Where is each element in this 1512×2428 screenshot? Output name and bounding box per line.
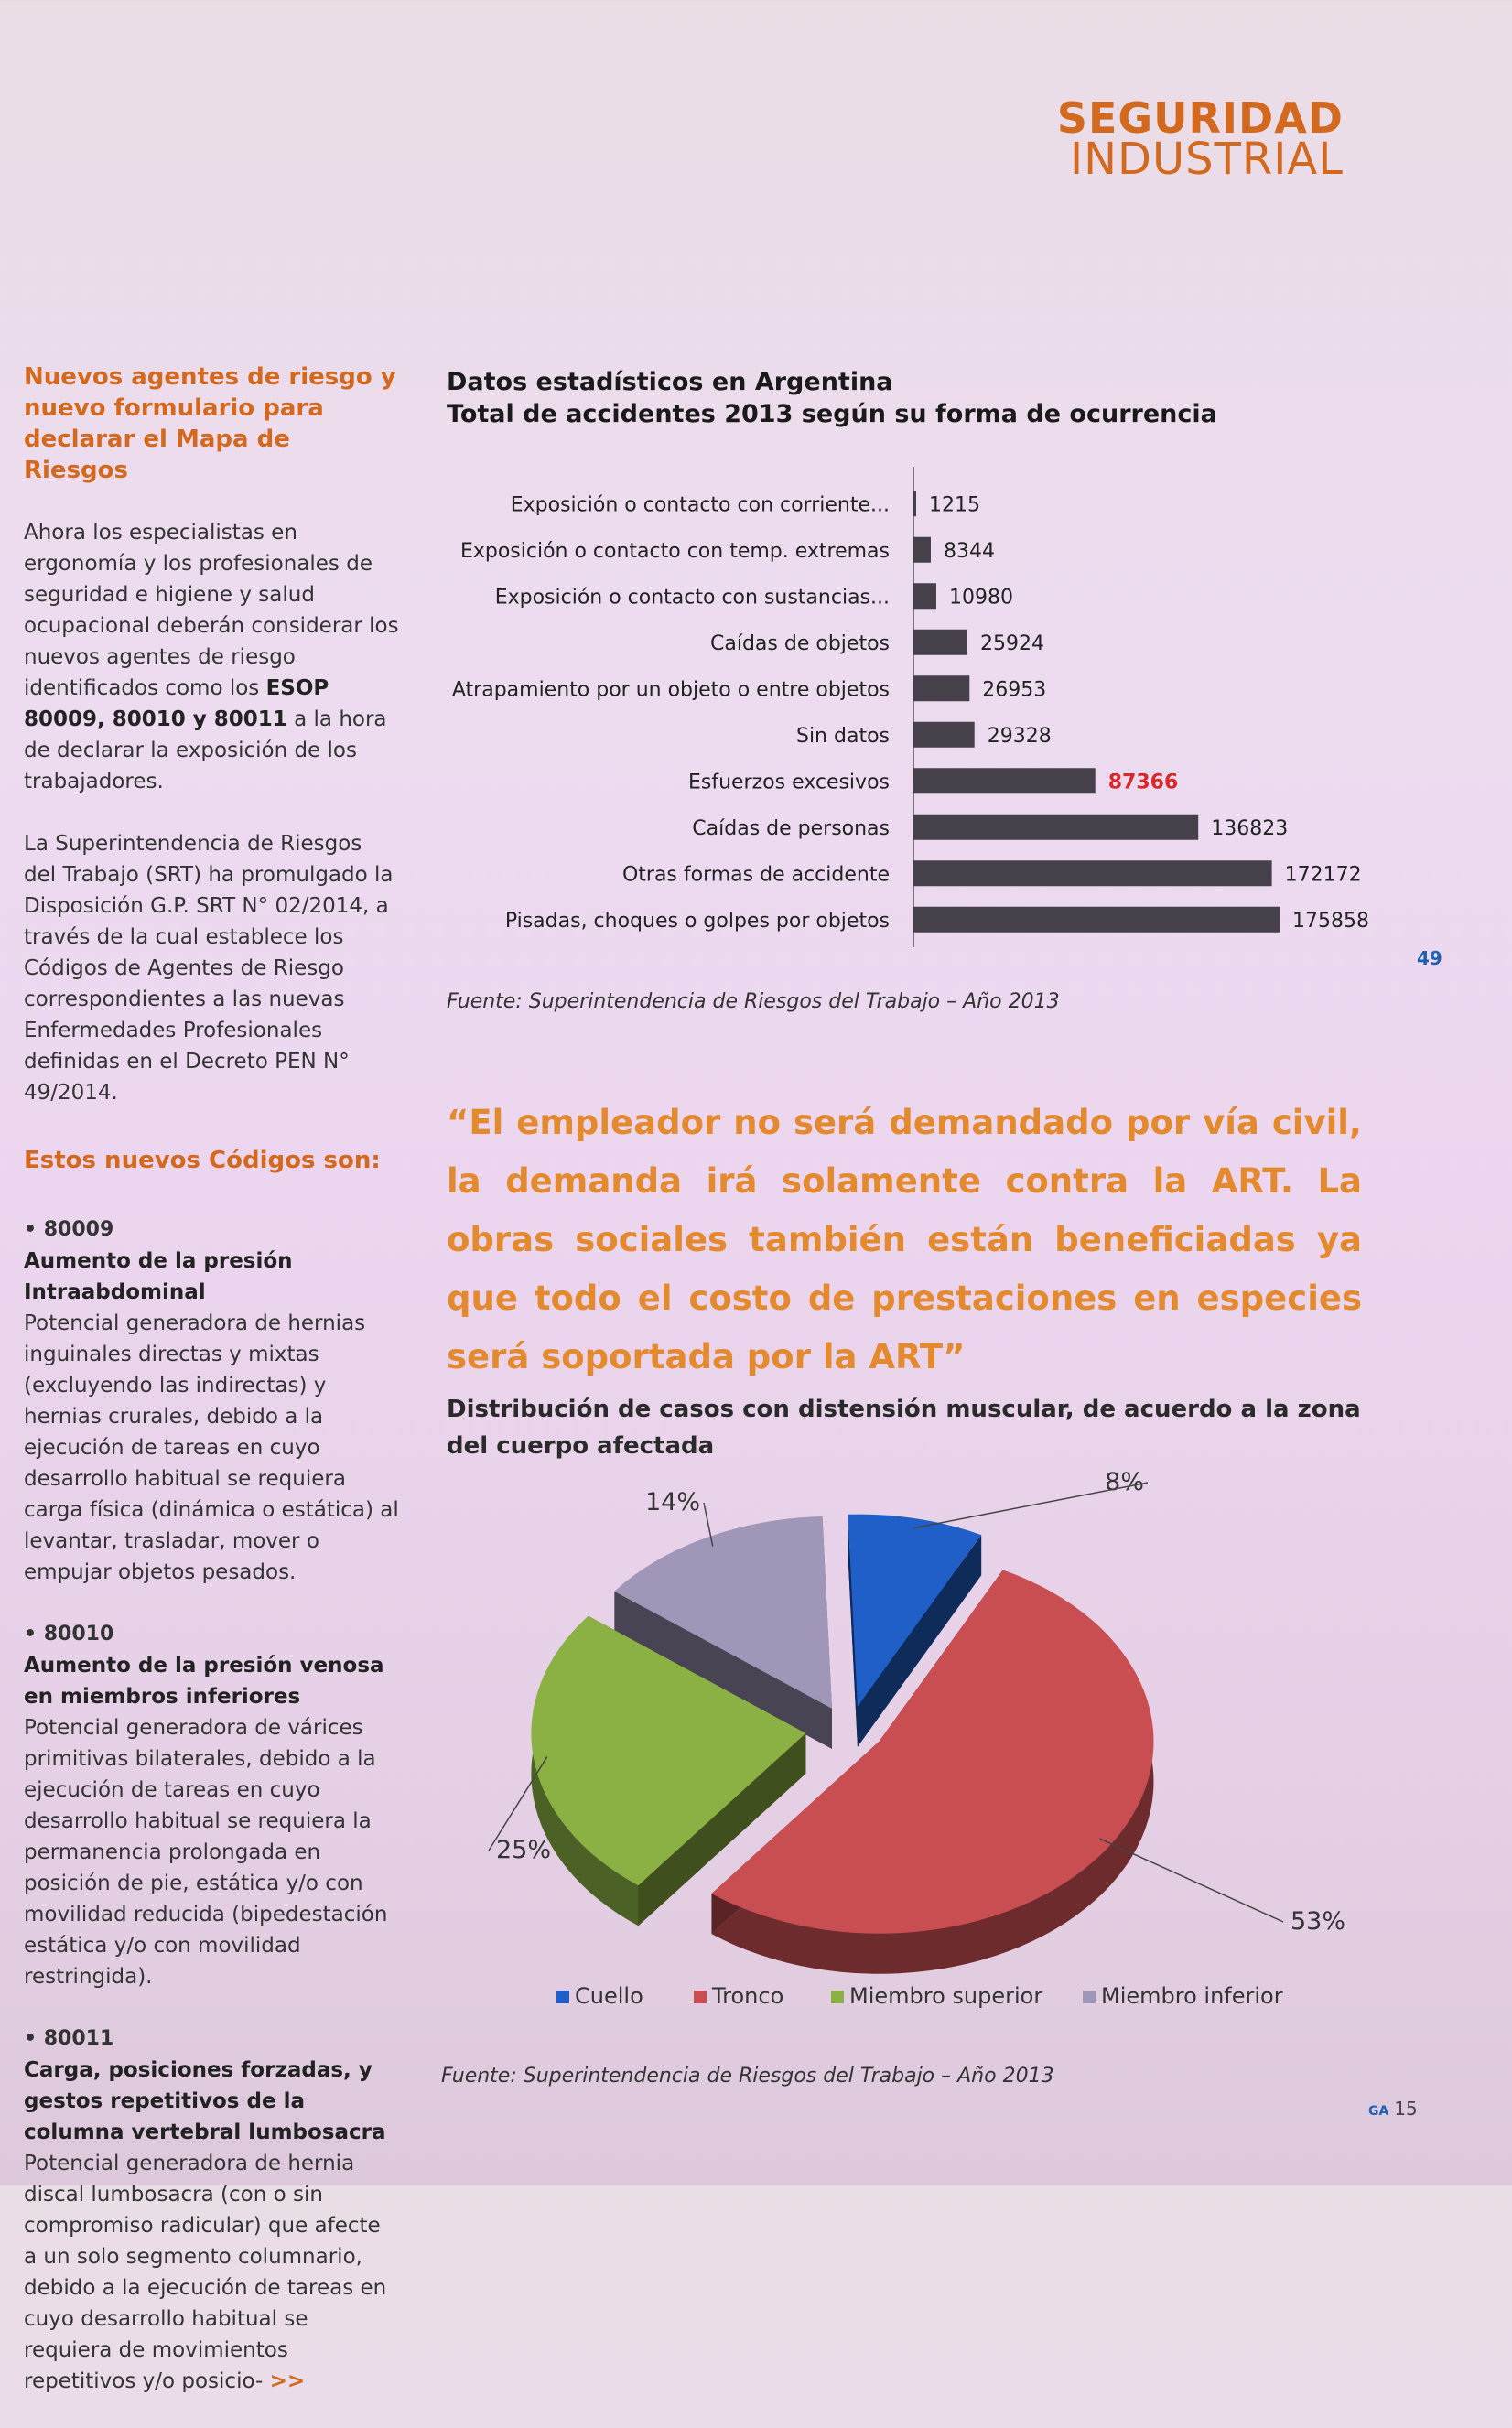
code-description: Potencial generadora de várices primitivas bilaterales, debido a la ejecución de tareas en cuyo desarrollo habitual se requiera la permanencia prolongada en posición de pie, estática y/o con movilidad reducida (bipedestación estática y/o con movilidad restringida). xyxy=(24,1716,388,1989)
pie-value-label: 14% xyxy=(644,1488,700,1516)
bar-category-label: Sin datos xyxy=(795,724,890,748)
accidents-bar-chart xyxy=(430,467,1400,943)
code-description-text: Potencial generadora de hernia discal lumbosacra (con o sin compromiso radicular) que afecte a un solo segmento columnario, debido a la ejecución de tareas en cuyo desarrollo habitual se requiera de movimientos repetitivos y/o posicio- xyxy=(24,2152,387,2393)
legend-label: Miembro superior xyxy=(849,1983,1043,2009)
pie-leader-line xyxy=(1100,1839,1283,1922)
pie-chart-title: Distribución de casos con distensión muscular, de acuerdo a la zona del cuerpo afectada xyxy=(447,1396,1361,1460)
bar-value-label: 8344 xyxy=(943,539,995,563)
bar xyxy=(913,630,967,655)
intro-paragraph xyxy=(24,517,399,797)
bar xyxy=(913,675,969,701)
pie-leader-line xyxy=(913,1483,1148,1528)
footer-page-number xyxy=(1368,2098,1418,2120)
bar-chart-title-line2: Total de accidentes 2013 según su forma de ocurrencia xyxy=(447,400,1217,428)
pie-value-label: 53% xyxy=(1291,1907,1346,1936)
code-title: Carga, posiciones forzadas, y gestos repetitivos de la columna vertebral lumbosacra xyxy=(24,2058,386,2144)
bar-value-label: 10980 xyxy=(948,586,1013,610)
bar xyxy=(913,537,931,563)
pie-chart-source: Fuente: Superintendencia de Riesgos del Trabajo – Año 2013 xyxy=(441,2065,1054,2088)
codes-heading: Estos nuevos Códigos son: xyxy=(24,1147,381,1174)
footer-number: 15 xyxy=(1394,2098,1418,2120)
legend-swatch xyxy=(1083,1991,1096,2003)
bar-value-label: 26953 xyxy=(982,678,1047,702)
bar-chart-title-line1: Datos estadísticos en Argentina xyxy=(447,368,893,396)
legend-swatch xyxy=(831,1991,844,2003)
intro-text-2: a la hora de declarar la exposición de los trabajadores. xyxy=(24,707,387,793)
muscle-strain-pie-chart xyxy=(447,1464,1380,2032)
code-title: Aumento de la presión venosa en miembros inferiores xyxy=(24,1654,384,1709)
bar-category-label: Pisadas, choques o golpes por objetos xyxy=(504,909,890,933)
bar xyxy=(913,768,1096,793)
bar-chart-source: Fuente: Superintendencia de Riesgos del Trabajo – Año 2013 xyxy=(447,990,1060,1013)
article-heading: Nuevos agentes de riesgo y nuevo formulario para declarar el Mapa de Riesgos xyxy=(24,363,396,484)
bar-category-label: Otras formas de accidente xyxy=(621,863,890,887)
code-description xyxy=(24,2148,399,2397)
bar-value-label: 172172 xyxy=(1284,863,1362,887)
left-column xyxy=(24,362,399,2428)
legend-swatch xyxy=(694,1991,707,2003)
section-title-line2: INDUSTRIAL xyxy=(1069,133,1344,185)
code-item xyxy=(24,1214,399,1588)
bar xyxy=(913,907,1280,933)
footer-brand: GA xyxy=(1368,2104,1389,2119)
legend-label: Miembro inferior xyxy=(1101,1983,1283,2009)
code-title: Aumento de la presión Intraabdominal xyxy=(24,1249,293,1304)
code-item xyxy=(24,2023,399,2397)
section-title-line1: SEGURIDAD xyxy=(1056,93,1344,143)
pie-value-label: 25% xyxy=(496,1836,552,1864)
code-number: • 80010 xyxy=(24,1623,114,1646)
bar-value-label: 1215 xyxy=(929,493,980,517)
bar-chart-title xyxy=(447,366,1217,430)
bar-value-label: 175858 xyxy=(1292,909,1369,933)
legend-label: Cuello xyxy=(575,1983,643,2009)
bar-value-label: 136823 xyxy=(1211,816,1289,840)
section-title xyxy=(1056,93,1344,185)
bar-category-label: Exposición o contacto con temp. extremas xyxy=(459,539,890,563)
pie-value-label: 8% xyxy=(1105,1468,1144,1496)
srt-paragraph: La Superintendencia de Riesgos del Trabajo (SRT) ha promulgado la Disposición G.P. SRT N° 02/2014, a través de la cual establece los Códigos de Agentes de Riesgo correspondientes a las nuevas Enfermedades Profesionales definidas en el Decreto PEN N° 49/2014. xyxy=(24,832,394,1105)
legend-label: Tronco xyxy=(712,1983,784,2009)
intro-text-1: Ahora los especialistas en ergonomía y los profesionales de seguridad e higiene y salud ocupacional deberán considerar los nuevos agentes de riesgo identificados como los xyxy=(24,521,399,700)
bar xyxy=(913,815,1198,840)
legend-swatch xyxy=(556,1991,569,2003)
page-number: 49 xyxy=(1417,947,1442,969)
bar xyxy=(913,722,975,748)
bar-category-label: Caídas de personas xyxy=(692,816,890,840)
bar-category-label: Esfuerzos excesivos xyxy=(687,771,890,794)
code-item xyxy=(24,1619,399,1992)
code-number: • 80011 xyxy=(24,2027,114,2050)
code-description: Potencial generadora de hernias inguinales directas y mixtas (excluyendo las indirectas) y hernias crurales, debido a la ejecución de tareas en cuyo desarrollo habitual se requiera carga física (dinámica o estática) al levantar, trasladar, mover o empujar objetos pesados. xyxy=(24,1311,399,1584)
bar-value-label: 25924 xyxy=(979,631,1044,655)
bar xyxy=(913,583,936,609)
bar-category-label: Atrapamiento por un objeto o entre objetos xyxy=(451,678,890,702)
bar-value-label: 87366 xyxy=(1107,771,1179,794)
intro-bold-codes: ESOP 80009, 80010 y 80011 xyxy=(24,676,329,731)
bar-category-label: Exposición o contacto con corriente... xyxy=(510,493,890,517)
bar-category-label: Exposición o contacto con sustancias... xyxy=(494,586,890,610)
bar-value-label: 29328 xyxy=(987,724,1052,748)
pull-quote: “El empleador no será demandado por vía civil, la demanda irá solamente contra la ART. La obras sociales también están beneficiadas ya que todo el costo de prestaciones en especies será soportada por la ART” xyxy=(447,1103,1362,1376)
code-number: • 80009 xyxy=(24,1218,114,1241)
bar xyxy=(913,491,916,516)
continue-arrow: >> xyxy=(269,2369,306,2393)
bar-category-label: Caídas de objetos xyxy=(710,631,890,655)
bar xyxy=(913,860,1272,886)
